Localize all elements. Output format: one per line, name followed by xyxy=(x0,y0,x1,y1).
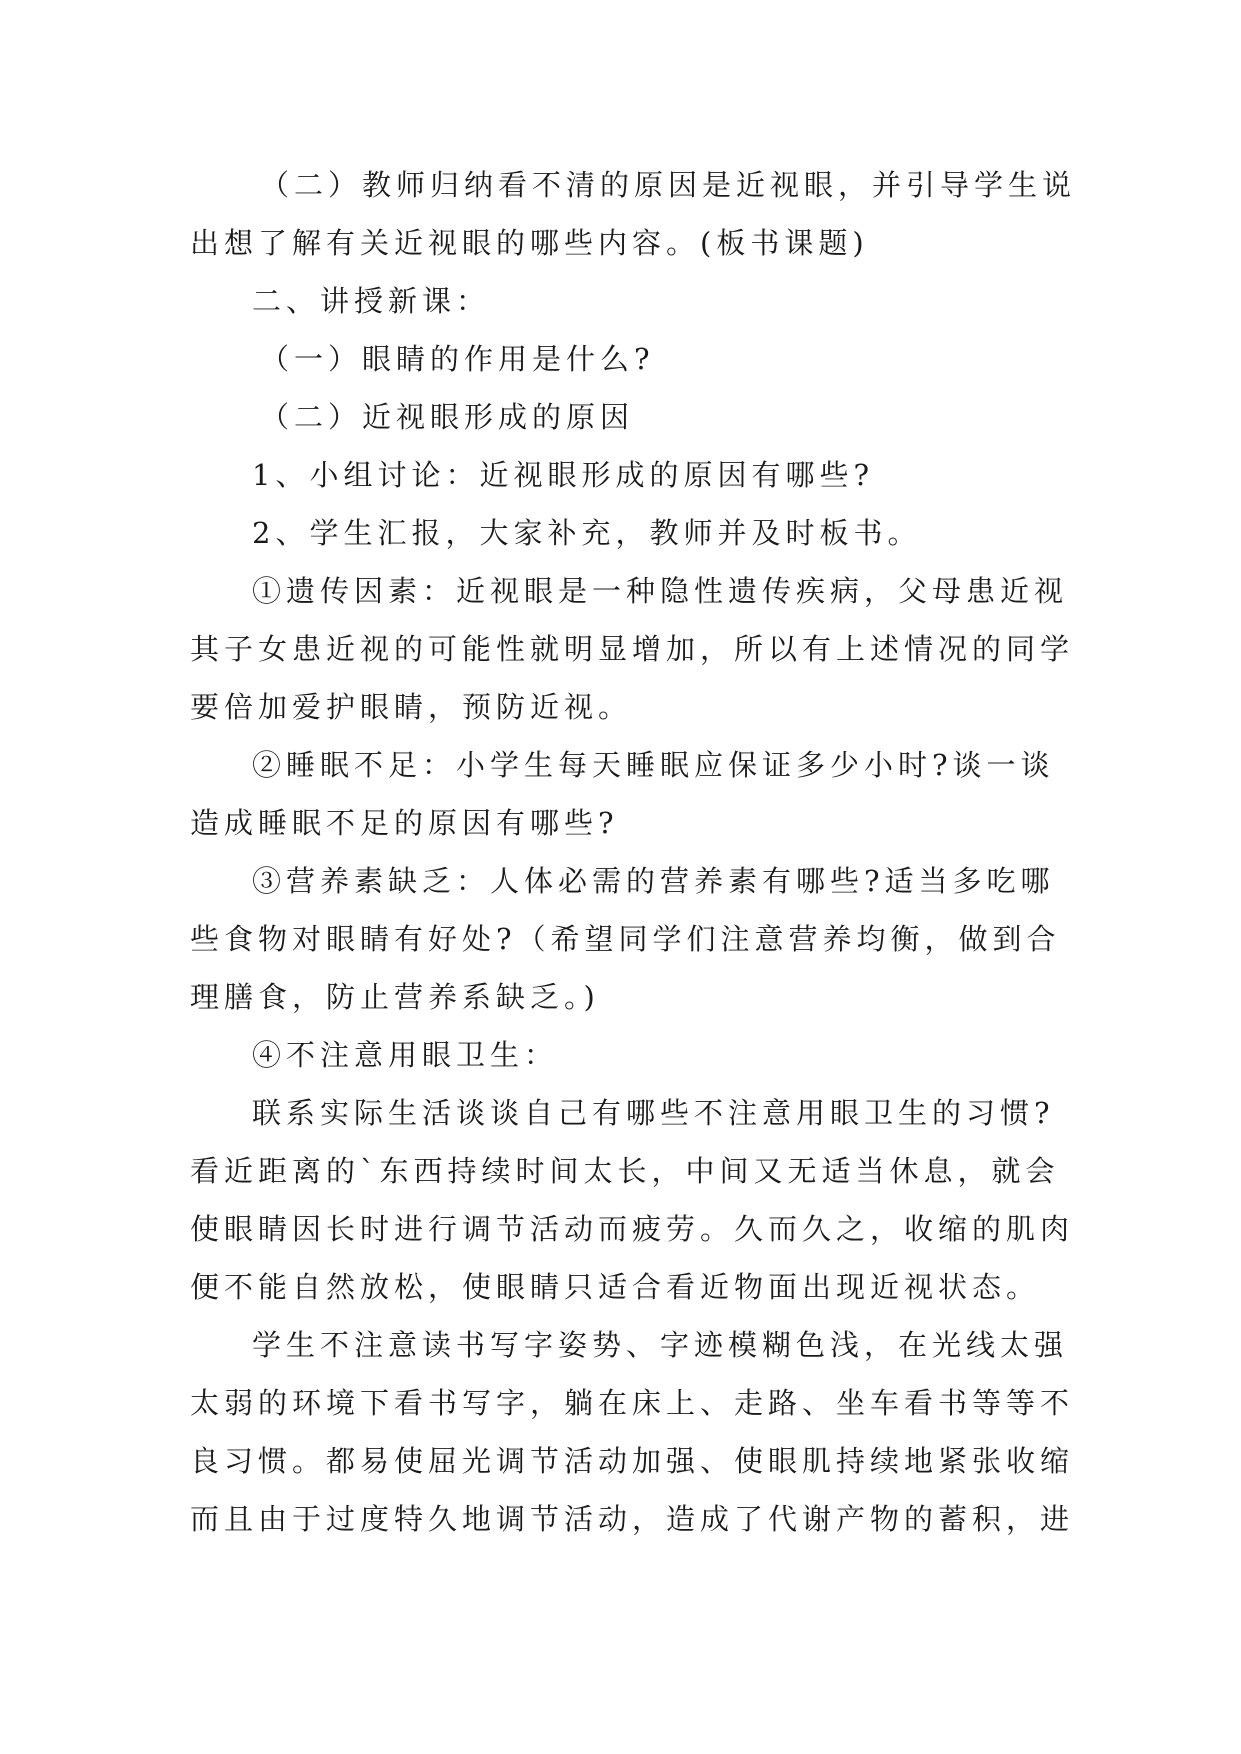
paragraph-line: 造成睡眠不足的原因有哪些? xyxy=(190,806,619,840)
paragraph-line: 太弱的环境下看书写字，躺在床上、走路、坐车看书等等不 xyxy=(190,1386,1075,1420)
paragraph-line: 些食物对眼睛有好处?（希望同学们注意营养均衡，做到合 xyxy=(190,922,1061,956)
paragraph-line: ①遗传因素：近视眼是一种隐性遗传疾病，父母患近视 xyxy=(252,574,1069,608)
subsection-heading: （二）近视眼形成的原因 xyxy=(260,400,635,434)
paragraph-line: 使眼睛因长时进行调节活动而疲劳。久而久之，收缩的肌肉 xyxy=(190,1212,1075,1246)
paragraph-line: 学生不注意读书写字姿势、字迹模糊色浅，在光线太强 xyxy=(252,1328,1069,1362)
paragraph-line: 其子女患近视的可能性就明显增加，所以有上述情况的同学 xyxy=(190,632,1075,666)
list-item: 2、学生汇报，大家补充，教师并及时板书。 xyxy=(252,516,922,550)
paragraph-line: 便不能自然放松，使眼睛只适合看近物面出现近视状态。 xyxy=(190,1270,1041,1304)
paragraph-line: ④不注意用眼卫生： xyxy=(252,1038,559,1072)
paragraph-line: 联系实际生活谈谈自己有哪些不注意用眼卫生的习惯? xyxy=(252,1096,1055,1130)
paragraph-line: ②睡眠不足：小学生每天睡眠应保证多少小时?谈一谈 xyxy=(252,748,1055,782)
paragraph-line: 而且由于过度特久地调节活动，造成了代谢产物的蓄积，进 xyxy=(190,1502,1075,1536)
paragraph-line: 出想了解有关近视眼的哪些内容。(板书课题) xyxy=(190,226,869,260)
subsection-heading: （一）眼睛的作用是什么? xyxy=(260,342,655,376)
document-body xyxy=(190,156,1077,1548)
list-item: 1、小组讨论：近视眼形成的原因有哪些? xyxy=(252,458,874,492)
paragraph-line: 看近距离的`东西持续时间太长，中间又无适当休息，就会 xyxy=(190,1154,1060,1188)
paragraph-line: （二）教师归纳看不清的原因是近视眼，并引导学生说 xyxy=(260,168,1077,202)
paragraph-line: ③营养素缺乏：人体必需的营养素有哪些?适当多吃哪 xyxy=(252,864,1055,898)
paragraph-line: 良习惯。都易使屈光调节活动加强、使眼肌持续地紧张收缩 xyxy=(190,1444,1075,1478)
section-heading: 二、讲授新课： xyxy=(252,284,491,318)
paragraph-line: 要倍加爱护眼睛，预防近视。 xyxy=(190,690,633,724)
paragraph-line: 理膳食，防止营养系缺乏。) xyxy=(190,980,600,1014)
